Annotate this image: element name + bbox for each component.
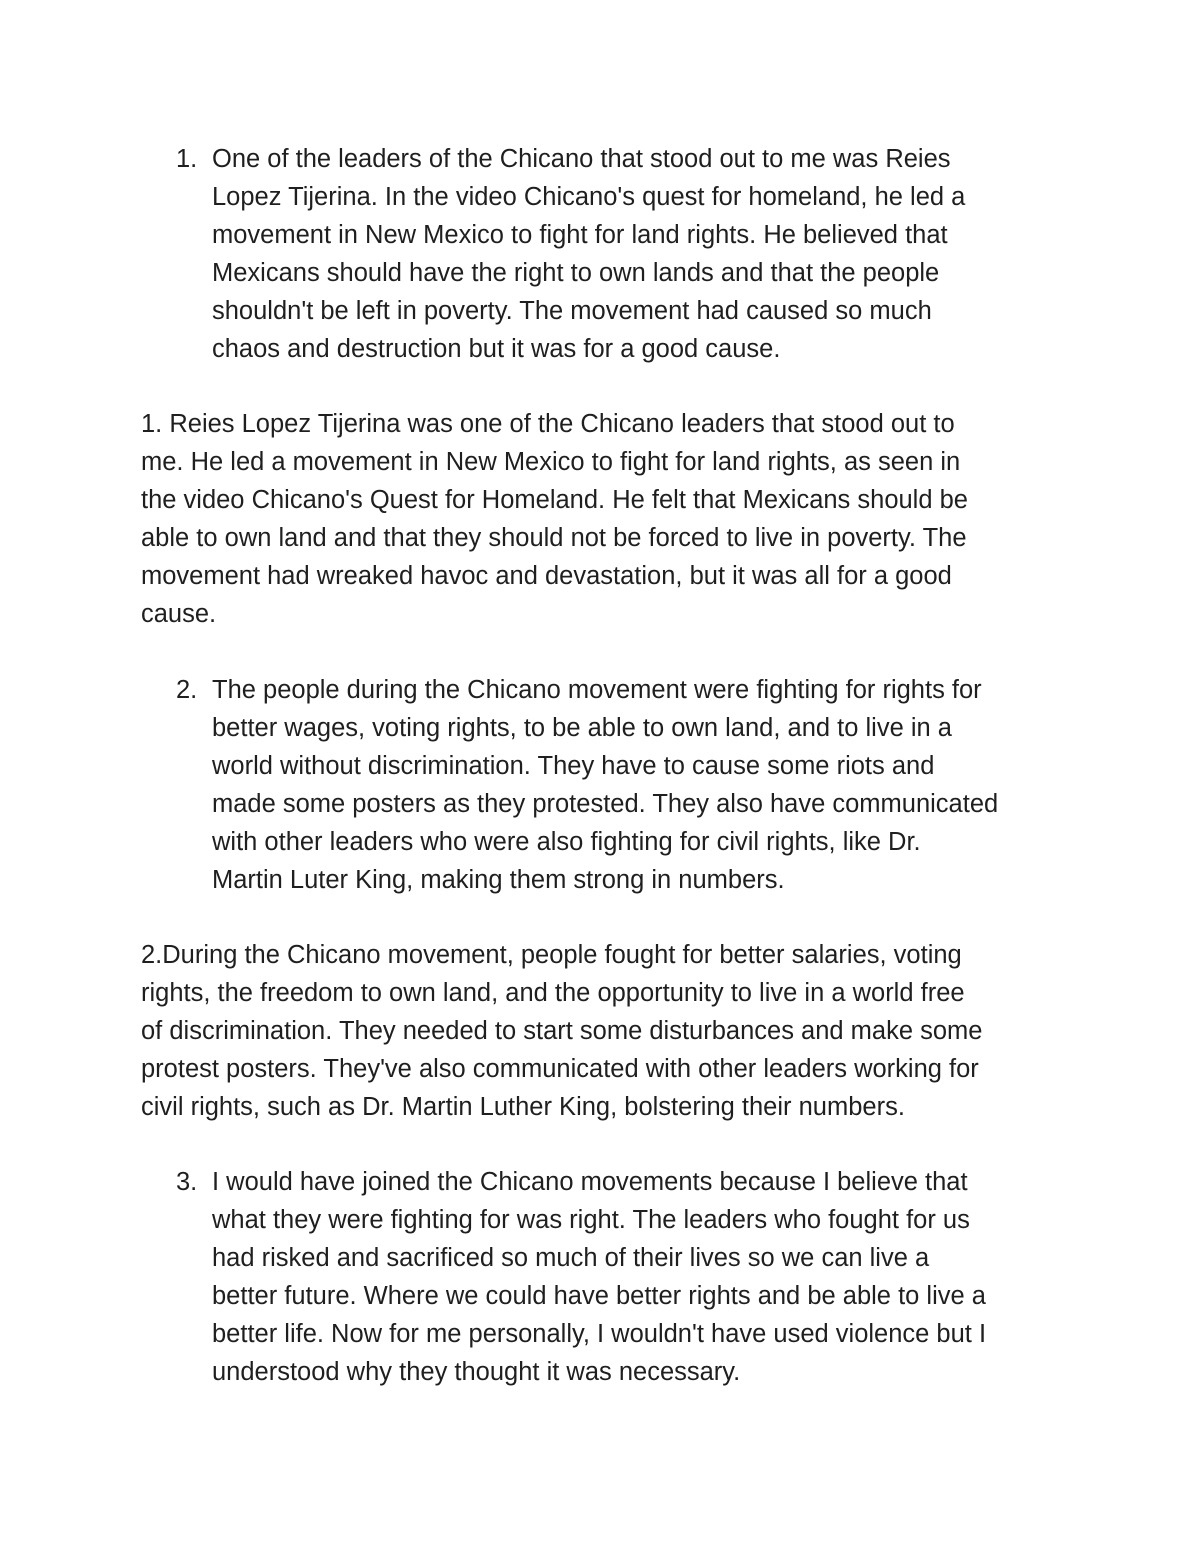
text-line: of discrimination. They needed to start some disturbances and make some <box>141 1017 983 1045</box>
text-line: One of the leaders of the Chicano that stood out to me was Reies <box>212 145 951 173</box>
text-line: with other leaders who were also fighting for civil rights, like Dr. <box>212 828 921 856</box>
text-line: made some posters as they protested. They also have communicated <box>212 790 999 818</box>
text-line: what they were fighting for was right. The leaders who fought for us <box>212 1206 970 1234</box>
paragraph-2 <box>141 936 982 1126</box>
text-line: 1. Reies Lopez Tijerina was one of the Chicano leaders that stood out to <box>141 410 955 438</box>
list-number: 3. <box>176 1168 198 1196</box>
text-line: chaos and destruction but it was for a good cause. <box>212 335 781 363</box>
text-line: rights, the freedom to own land, and the opportunity to live in a world free <box>141 979 965 1007</box>
text-line: cause. <box>141 600 217 628</box>
text-line: shouldn't be left in poverty. The movement had caused so much <box>212 297 932 325</box>
text-line: world without discrimination. They have to cause some riots and <box>212 752 935 780</box>
text-line: civil rights, such as Dr. Martin Luther King, bolstering their numbers. <box>141 1093 905 1121</box>
text-line: I would have joined the Chicano movements because I believe that <box>212 1168 968 1196</box>
text-line: movement had wreaked havoc and devastation, but it was all for a good <box>141 562 952 590</box>
text-line: Lopez Tijerina. In the video Chicano's quest for homeland, he led a <box>212 183 966 211</box>
text-line: better wages, voting rights, to be able to own land, and to live in a <box>212 714 952 742</box>
text-line: better life. Now for me personally, I wouldn't have used violence but I <box>212 1320 987 1348</box>
text-line: The people during the Chicano movement were fighting for rights for <box>212 676 982 704</box>
numbered-item-2 <box>176 671 999 899</box>
text-line: movement in New Mexico to fight for land rights. He believed that <box>212 221 948 249</box>
text-line: protest posters. They've also communicated with other leaders working for <box>141 1055 979 1083</box>
text-line: me. He led a movement in New Mexico to fight for land rights, as seen in <box>141 448 961 476</box>
text-line: Martin Luter King, making them strong in numbers. <box>212 866 785 894</box>
paragraph-1 <box>141 405 968 633</box>
text-line: Mexicans should have the right to own lands and that the people <box>212 259 940 287</box>
text-line: had risked and sacrificed so much of their lives so we can live a <box>212 1244 930 1272</box>
text-line: able to own land and that they should not be forced to live in poverty. The <box>141 524 967 552</box>
list-number: 2. <box>176 676 198 704</box>
numbered-item-3 <box>176 1163 987 1391</box>
text-line: understood why they thought it was necessary. <box>212 1358 741 1386</box>
text-line: better future. Where we could have better rights and be able to live a <box>212 1282 986 1310</box>
text-line: the video Chicano's Quest for Homeland. He felt that Mexicans should be <box>141 486 968 514</box>
list-number: 1. <box>176 145 198 173</box>
numbered-item-1 <box>176 140 966 368</box>
text-line: 2.During the Chicano movement, people fought for better salaries, voting <box>141 941 962 969</box>
